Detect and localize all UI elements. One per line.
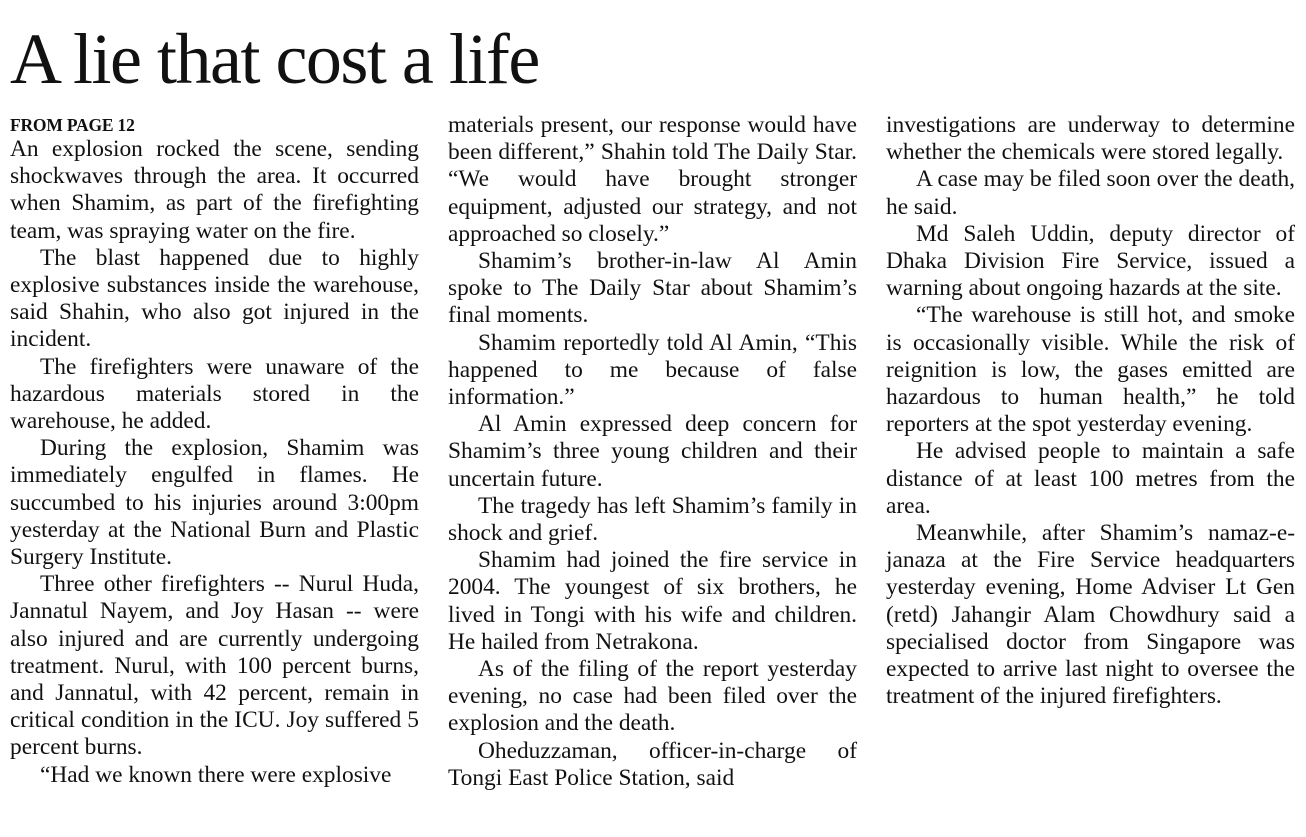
paragraph: investigations are underway to determine whether the chemicals were stored legally. — [886, 112, 1295, 166]
continued-from-label: FROM PAGE 12 — [10, 115, 135, 135]
paragraph: Shamim had joined the fire service in 2004. The youngest of six brothers, he lived in Tongi with his wife and children. He hailed from Netrakona. — [448, 547, 857, 655]
paragraph: materials present, our response would have been different,” Shahin told The Daily Star. “We would have brought stronger equipment, adjusted our strategy, and not approached so closely.” — [448, 112, 857, 247]
paragraph: The firefighters were unaware of the hazardous materials stored in the warehouse, he added. — [10, 353, 419, 435]
article-column-3 — [886, 112, 1295, 710]
headline: A lie that cost a life — [10, 19, 539, 99]
paragraph: A case may be filed soon over the death, he said. — [886, 166, 1295, 220]
paragraph: Shamim reportedly told Al Amin, “This happened to me because of false information.” — [448, 329, 857, 411]
paragraph: “The warehouse is still hot, and smoke is occasionally visible. While the risk of reignition is low, the gases emitted are hazardous to human health,” he told reporters at the spot yesterday evening. — [886, 302, 1295, 438]
paragraph: Shamim’s brother-in-law Al Amin spoke to The Daily Star about Shamim’s final moments. — [448, 248, 857, 329]
paragraph: Al Amin expressed deep concern for Shamim’s three young children and their uncertain future. — [448, 411, 857, 492]
paragraph: Three other firefighters -- Nurul Huda, Jannatul Nayem, and Joy Hasan -- were also injured and are currently undergoing treatment. Nurul, with 100 percent burns, and Jannatul, with 42 percent, remain in critical condition in the ICU. Joy suffered 5 percent burns. — [10, 571, 419, 761]
paragraph: During the explosion, Shamim was immediately engulfed in flames. He succumbed to his injuries around 3:00pm yesterday at the National Burn and Plastic Surgery Institute. — [10, 435, 419, 571]
paragraph: The tragedy has left Shamim’s family in shock and grief. — [448, 492, 857, 547]
paragraph: Oheduzzaman, officer-in-charge of Tongi East Police Station, said — [448, 737, 857, 791]
article-column-1 — [10, 112, 419, 789]
paragraph: Meanwhile, after Shamim’s namaz-e-janaza at the Fire Service headquarters yesterday evening, Home Adviser Lt Gen (retd) Jahangir Alam Chowdhury said a specialised doctor from Singapore was expected to arrive last night to oversee the treatment of the injured firefighters. — [886, 520, 1295, 710]
article-column-2 — [448, 112, 857, 792]
paragraph: Md Saleh Uddin, deputy director of Dhaka Division Fire Service, issued a warning about ongoing hazards at the site. — [886, 220, 1295, 302]
paragraph: “Had we known there were explosive — [40, 761, 392, 788]
paragraph: He advised people to maintain a safe distance of at least 100 metres from the area. — [886, 438, 1295, 519]
paragraph: The blast happened due to highly explosive substances inside the warehouse, said Shahin, who also got injured in the incident. — [10, 244, 419, 353]
paragraph: An explosion rocked the scene, sending shockwaves through the area. It occurred when Shamim, as part of the firefighting team, was spraying water on the fire. — [10, 136, 419, 244]
paragraph: As of the filing of the report yesterday evening, no case had been filed over the explosion and the death. — [448, 656, 857, 737]
